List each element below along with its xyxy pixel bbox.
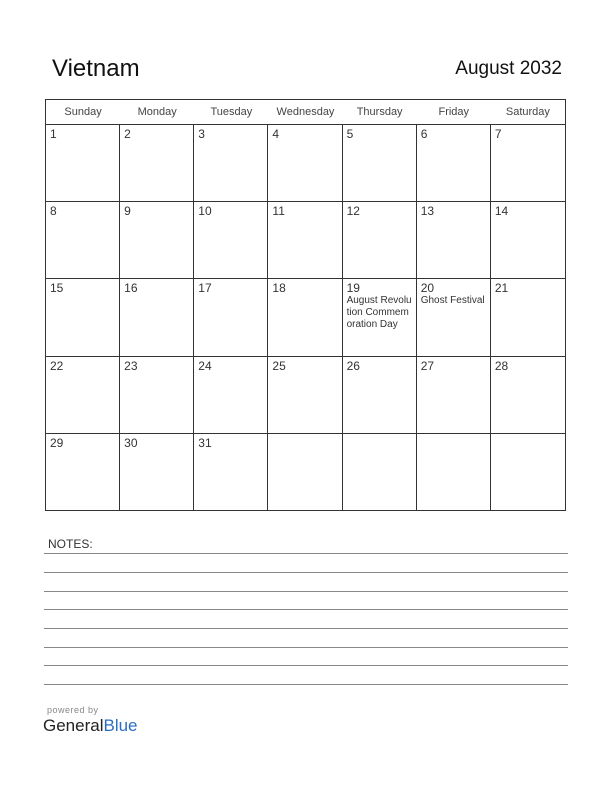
day-cell [491, 125, 565, 202]
calendar-grid [45, 99, 566, 511]
day-number: 7 [494, 127, 502, 141]
day-number: 23 [124, 358, 138, 373]
day-number: 28 [494, 358, 509, 373]
day-cell [46, 202, 120, 279]
day-number: 12 [346, 204, 360, 219]
day-number: 21 [494, 281, 509, 296]
weekday-friday: Friday [438, 106, 470, 118]
day-cell [417, 434, 491, 511]
brand-general: General [43, 716, 104, 735]
day-number: 15 [50, 281, 64, 296]
day-cell [268, 357, 342, 434]
powered-by-text: powered by [47, 705, 99, 715]
day-number: 31 [198, 435, 212, 450]
weekday-tuesday: Tuesday [210, 106, 253, 118]
day-cell [46, 279, 120, 356]
month-title: August 2032 [455, 58, 562, 79]
day-cell [268, 434, 342, 511]
day-cell [268, 202, 342, 279]
weekday-sunday: Sunday [64, 106, 102, 118]
day-number: 5 [346, 127, 354, 141]
notes-line [44, 647, 568, 648]
day-cell [194, 357, 268, 434]
weekday-monday: Monday [137, 106, 177, 118]
day-cell [194, 202, 268, 279]
day-number: 27 [420, 358, 435, 373]
day-cell [120, 125, 194, 202]
day-cell [343, 279, 417, 356]
day-number: 6 [420, 127, 428, 141]
day-number: 18 [272, 281, 286, 296]
day-cell [343, 434, 417, 511]
day-cell [343, 202, 417, 279]
day-cell [120, 357, 194, 434]
day-number: 30 [124, 435, 138, 450]
day-number: 22 [50, 358, 64, 373]
day-cell [417, 202, 491, 279]
day-cells [46, 125, 565, 511]
day-cell [46, 434, 120, 511]
day-cell [120, 279, 194, 356]
day-number: 24 [198, 358, 212, 373]
day-cell [194, 434, 268, 511]
day-number: 8 [50, 204, 57, 219]
day-number: 13 [420, 204, 435, 219]
weekday-header [46, 100, 565, 125]
notes-line [44, 684, 568, 685]
day-cell [120, 434, 194, 511]
day-number: 4 [272, 127, 280, 141]
weekday-thursday: Thursday [356, 106, 403, 118]
brand-logo [43, 716, 138, 736]
day-cell [343, 125, 417, 202]
day-cell [194, 125, 268, 202]
day-number: 2 [124, 127, 131, 141]
notes-line [44, 591, 568, 592]
notes-label: NOTES: [48, 537, 93, 551]
day-cell [417, 357, 491, 434]
day-number: 19 [346, 281, 360, 296]
day-cell [417, 125, 491, 202]
day-number: 14 [494, 204, 509, 219]
notes-line [44, 665, 568, 666]
weekday-wednesday: Wednesday [276, 106, 335, 118]
country-title: Vietnam [52, 55, 140, 82]
day-number: 25 [272, 358, 286, 373]
day-cell [120, 202, 194, 279]
holiday-label: Ghost Festival [420, 295, 485, 307]
holiday-label: August Revolution Commemoration Day [346, 295, 412, 331]
day-number: 20 [420, 281, 435, 296]
notes-line [44, 609, 568, 610]
day-cell [268, 125, 342, 202]
day-cell [491, 202, 565, 279]
day-cell [417, 279, 491, 356]
day-cell [491, 357, 565, 434]
day-number: 3 [198, 127, 205, 141]
day-number: 29 [50, 435, 64, 450]
day-number: 1 [50, 127, 57, 141]
day-number: 16 [124, 281, 138, 296]
day-cell [491, 434, 565, 511]
day-cell [194, 279, 268, 356]
day-cell [268, 279, 342, 356]
brand-blue: Blue [103, 716, 138, 735]
notes-line [44, 572, 568, 573]
weekday-saturday: Saturday [505, 106, 550, 118]
notes-line [44, 628, 568, 629]
day-cell [491, 279, 565, 356]
day-number: 17 [198, 281, 212, 296]
day-number: 10 [198, 204, 212, 219]
day-number: 11 [272, 204, 285, 219]
day-cell [46, 125, 120, 202]
day-cell [46, 357, 120, 434]
day-number: 26 [346, 358, 360, 373]
day-number: 9 [124, 204, 131, 219]
day-cell [343, 357, 417, 434]
notes-line [44, 553, 568, 554]
